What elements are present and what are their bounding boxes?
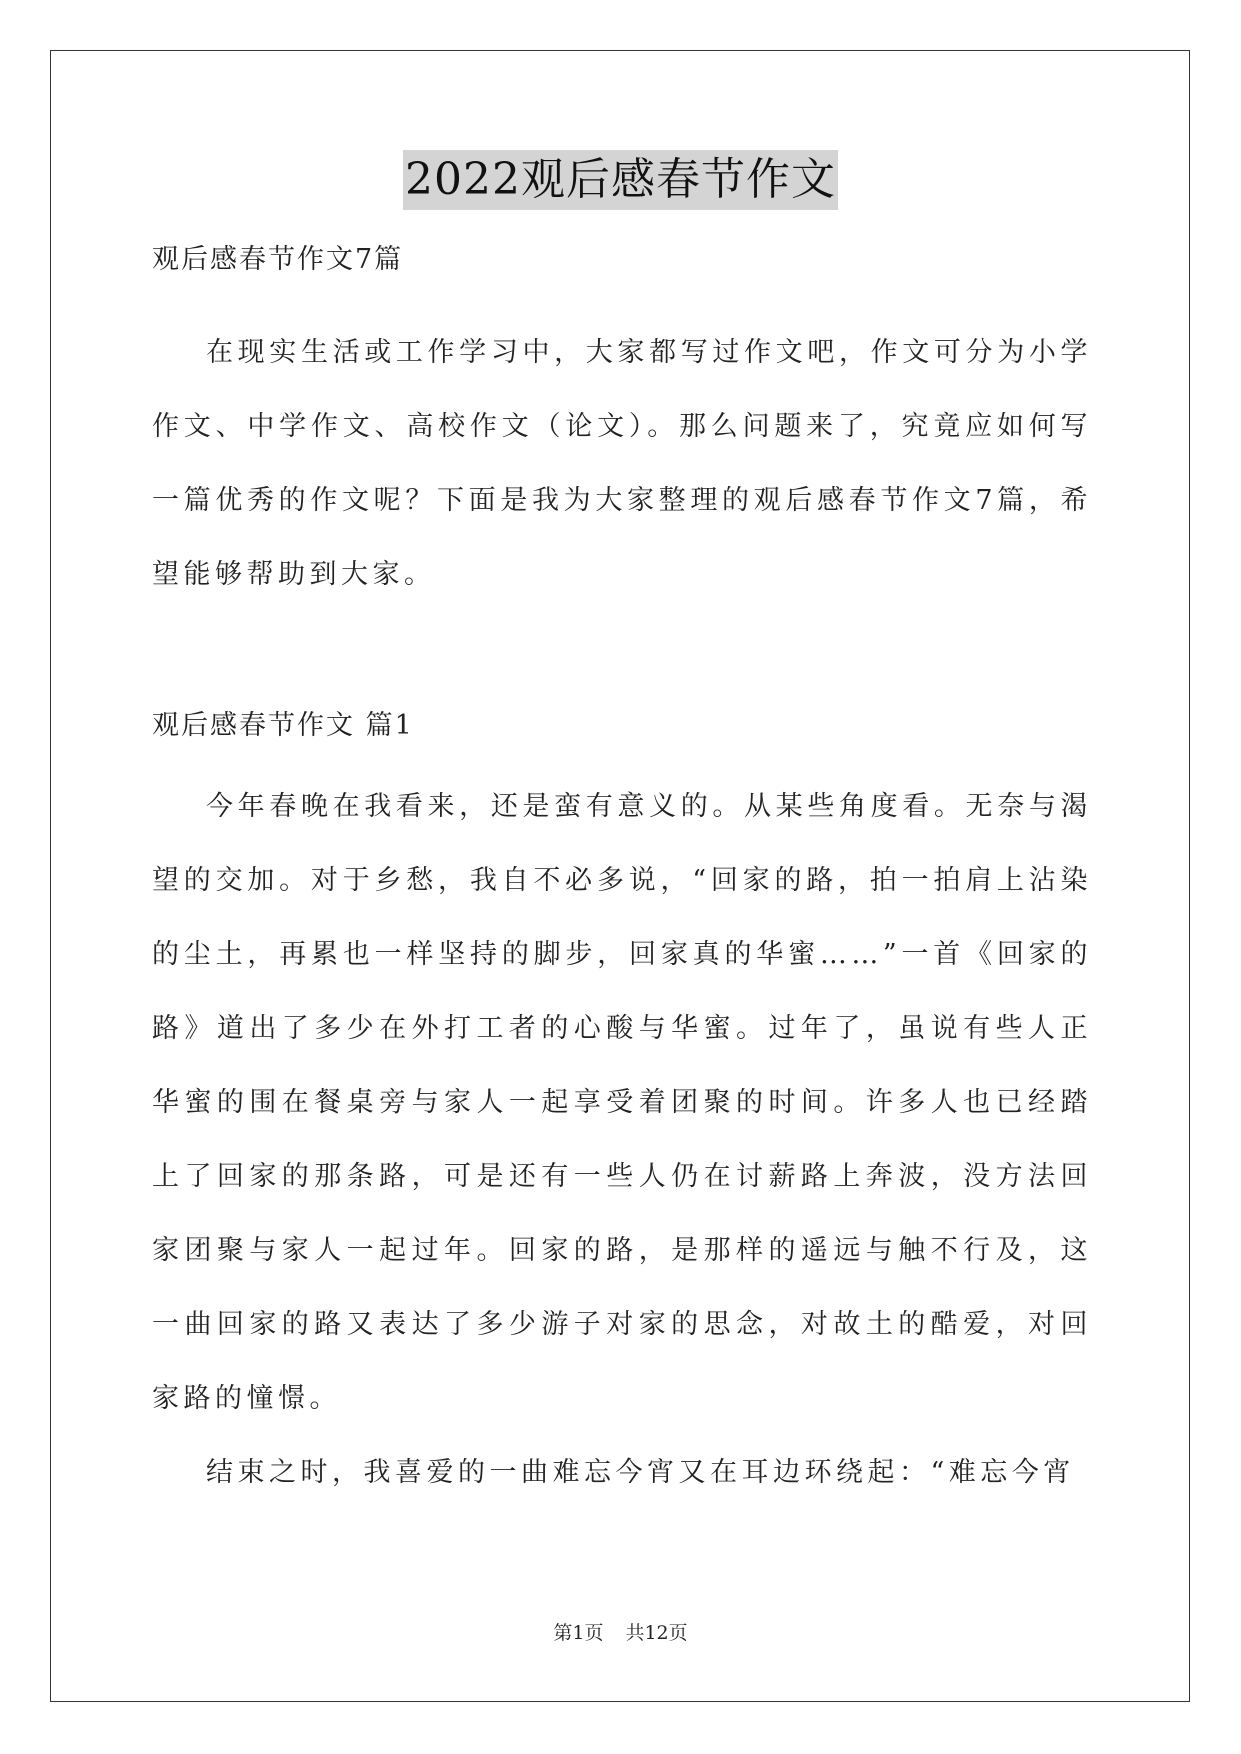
intro-paragraph: 在现实生活或工作学习中，大家都写过作文吧，作文可分为小学作文、中学作文、高校作文（论文）。那么问题来了，究竟应如何写一篇优秀的作文呢？下面是我为大家整理的观后感春节作文7篇，希望能够帮助到大家。 bbox=[152, 337, 1092, 590]
page-footer bbox=[0, 1620, 1241, 1646]
section-paragraph: 今年春晚在我看来，还是蛮有意义的。从某些角度看。无奈与渴望的交加。对于乡愁，我自不必多说，“回家的路，拍一拍肩上沾染的尘土，再累也一样坚持的脚步，回家真的华蜜……”一首《回家的路》道出了多少在外打工者的心酸与华蜜。过年了，虽说有些人正华蜜的围在餐桌旁与家人一起享受着团聚的时间。许多人也已经踏上了回家的那条路，可是还有一些人仍在讨薪路上奔波，没方法回家团聚与家人一起过年。回家的路，是那样的遥远与触不行及，这一曲回家的路又表达了多少游子对家的思念，对故土的酷爱，对回家路的憧憬。 bbox=[152, 791, 1092, 1414]
document-body bbox=[152, 234, 1092, 1510]
document-title bbox=[0, 150, 1241, 210]
document-title-text: 2022观后感春节作文 bbox=[403, 150, 838, 210]
page-total: 共12页 bbox=[625, 1622, 688, 1644]
section-paragraph-continued: 结束之时，我喜爱的一曲难忘今宵又在耳边环绕起：“难忘今宵 bbox=[206, 1457, 1075, 1488]
section-heading: 观后感春节作文 篇1 bbox=[152, 710, 414, 741]
document-subtitle: 观后感春节作文7篇 bbox=[152, 244, 404, 275]
page-number: 第1页 bbox=[553, 1622, 604, 1644]
